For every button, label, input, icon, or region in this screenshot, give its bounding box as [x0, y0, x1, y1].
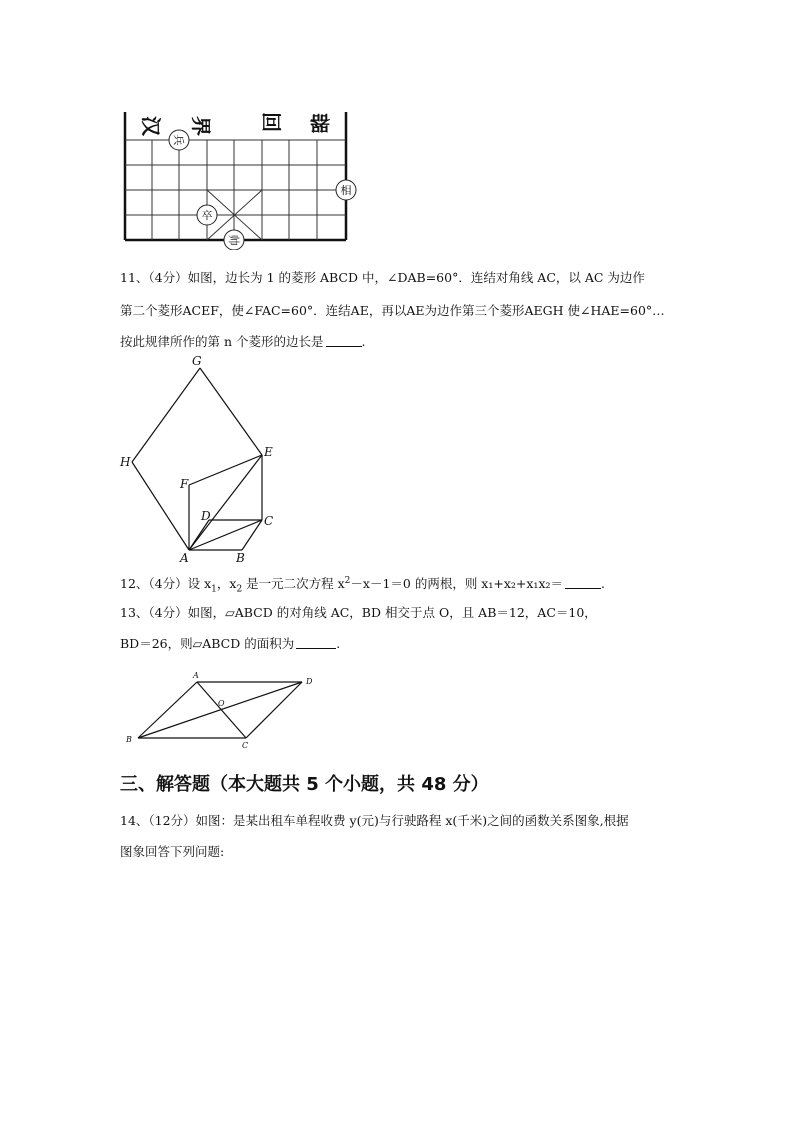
- pg-label-a: A: [193, 671, 199, 680]
- q12-answer-blank: [565, 576, 601, 589]
- label-e: E: [264, 445, 273, 459]
- q13-line2-end: .: [336, 636, 341, 651]
- q13-line1: 13、（4分）如图，▱ABCD 的对角线 AC，BD 相交于点 O，且 AB＝12，AC＝10，: [120, 605, 597, 620]
- q12-mid2: 是一元二次方程 x: [242, 576, 345, 592]
- q12-sup: 2: [344, 576, 351, 586]
- section3-heading: 三、解答题（本大题共 5 个小题，共 48 分）: [120, 774, 489, 795]
- label-a: A: [180, 551, 189, 565]
- q11-line3-text: 按此规律所作的第 n 个菱形的边长是: [120, 334, 324, 349]
- label-b: B: [236, 551, 245, 565]
- parallelogram-figure: [120, 668, 320, 750]
- rhombus-figure: [112, 350, 292, 570]
- piece-xiang: 相: [340, 184, 352, 197]
- river-label-1: 汉: [139, 116, 163, 136]
- piece-bing: 兵: [172, 134, 185, 146]
- label-h: H: [120, 455, 131, 469]
- q11-line3: [120, 334, 365, 350]
- q12-mid1: ，x: [216, 576, 237, 592]
- piece-shuai: 帅: [227, 234, 240, 246]
- pg-label-d: D: [306, 677, 313, 686]
- q11-line1: 11、（4分）如图，边长为 1 的菱形 ABCD 中，∠DAB=60°．连结对角线 AC，以 AC 为边作: [120, 270, 645, 285]
- pg-label-c: C: [242, 741, 249, 750]
- q12-end: .: [601, 576, 605, 592]
- q13-line2: [120, 636, 340, 652]
- q11-answer-blank: [326, 334, 362, 347]
- q12-mid3: －x－1＝0 的两根，则 x₁+x₂+x₁x₂＝: [350, 576, 563, 592]
- river-label-4: 器: [310, 111, 330, 135]
- q12-line: [120, 573, 605, 598]
- pg-label-b: B: [126, 735, 132, 744]
- label-d: D: [201, 509, 211, 523]
- river-label-3: 回: [260, 112, 284, 132]
- q14-line1: 14、（12分）如图：是某出租车单程收费 y(元)与行驶路程 x(千米)之间的函数关系图象,根据: [120, 813, 629, 828]
- chess-board-figure: [118, 110, 358, 250]
- label-c: C: [264, 514, 274, 528]
- q12-sub2: 2: [236, 584, 243, 595]
- river-label-2: 界: [189, 116, 213, 136]
- q11-line2: 第二个菱形ACEF，使∠FAC=60°．连结AE，再以AE为边作第三个菱形AEGH 使∠HAE=60°…: [120, 303, 665, 318]
- q14-line2: 图象回答下列问题:: [120, 844, 225, 859]
- q12-sub1: 1: [211, 584, 217, 595]
- pg-label-o: O: [218, 699, 225, 708]
- label-g: G: [192, 354, 202, 368]
- q13-line2-text: BD＝26，则▱ABCD 的面积为: [120, 636, 295, 651]
- piece-zu: 卒: [201, 209, 213, 222]
- q12-prefix: 12、（4分）设 x: [120, 576, 212, 592]
- label-f: F: [180, 477, 189, 491]
- q13-answer-blank: [296, 636, 336, 649]
- q11-line3-end: .: [361, 334, 366, 349]
